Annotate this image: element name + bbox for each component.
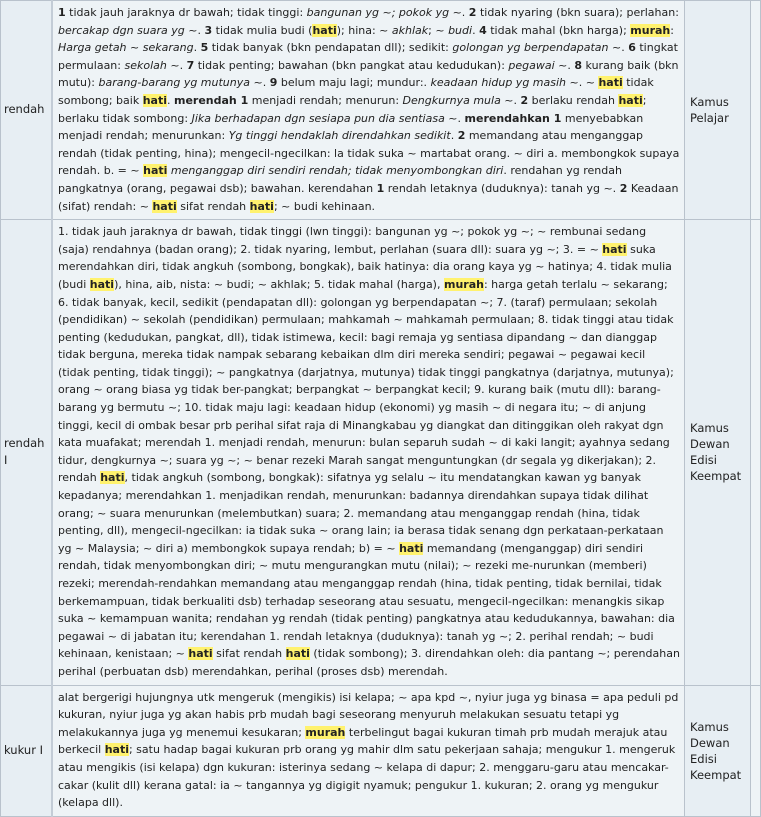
example-text: Jika berhadapan dgn sesiapa pun dia sentiasa ~ xyxy=(191,111,458,125)
highlighted-term: hati xyxy=(249,199,274,213)
definition-text: tidak banyak (bkn pendapatan dll); sedikit: xyxy=(208,41,453,55)
definition-text: rendah letaknya (duduknya): tanah yg ~. xyxy=(384,181,620,195)
table-edge xyxy=(751,220,761,685)
definition-text: alat bergerigi hujungnya utk mengeruk (mengikis) isi kelapa; ~ apa kpd ~, nyiur juga yg binasa = apa peduli pd kukuran, nyiur juga yg akan habis prb mudah bagi seseorang menyuruh melakukan sesuatu tetapi yg melakukannya juga yg menemui kesukaran; xyxy=(58,690,679,739)
highlighted-term: hati xyxy=(152,199,177,213)
example-text: bangunan yg ~; pokok yg ~ xyxy=(306,6,462,19)
definition-text: ); hina: ~ xyxy=(336,23,392,37)
example-text: Dengkurnya mula ~ xyxy=(402,93,514,107)
definition-text: tidak mulia budi ( xyxy=(212,23,313,37)
highlighted-term: hati xyxy=(89,277,115,291)
definition-text: . xyxy=(179,58,187,72)
definition-text: : harga getah terlalu ~ sekarang; 6. tidak banyak, kecil, sedikit (pendapatan dll): golongan yg berpendapatan ~; 7. (taraf) permulaan; sekolah (pendidikan) ~ sekolah (pendidikan) permulaan; mahkamah ~ mahkamah permulaan; 8. tidak tinggi atau tidak penting (kedudukan, pangkat, dll), tidak istimewa, kecil: bagi remaja yg sentiasa dipandang ~ dan dianggap tidak berguna, mereka tidak nampak sebarang kebaikan dlm diri mereka sendiri; pegawai ~ pegawai kecil (tidak penting, tidak tinggi); ~ pangkatnya (darjatnya, mutunya) tidak tinggi pangkatnya (darjatnya, mutunya); orang ~ orang biasa yg tidak ber-pangkat; berpangkat ~ berpangkat kecil; 9. kurang baik (mutu dll): barang-barang yg bermutu ~; 10. tidak maju lagi: keadaan hidup (ekonomi) yg masih ~ di negara itu; ~ di anjung tinggi, kecil di ombak besar prb perihal sifat raja di Minangkabau yg diangkat dan ditinggikan oleh rakyat dgn kata muafakat; merendah 1. menjadi rendah, menurun: bulan separuh sudah ~ di kaki langit; ayahnya sedang tidur, dengkurnya ~; suara yg ~; ~ benar rezeki Marah sangat menguntungkan (dr segala yg dikerjakan); 2. rendah xyxy=(58,277,674,485)
definition-text: . xyxy=(262,76,270,90)
entry-definition xyxy=(52,1,685,220)
entry-source[interactable]: Kamus Dewan Edisi Keempat xyxy=(685,685,751,816)
definition-text: tidak penting; bawahan (bkn pangkat atau kedudukan): xyxy=(194,58,509,72)
definition-text: ), hina, aib, nista: ~ budi; ~ akhlak; 5. tidak mahal (harga), xyxy=(114,277,444,291)
highlighted-term: hati xyxy=(602,242,627,256)
definition-text: . xyxy=(461,6,469,19)
definition-text: . rendahan yg rendah pangkatnya (orang, pegawai dsb); bawahan. kerendahan xyxy=(58,164,622,195)
definition-text: kurang baik (bkn mutu): xyxy=(58,58,679,90)
definition-text: . xyxy=(567,58,575,72)
definition-text: tidak sombong; baik xyxy=(58,76,654,107)
definition-text: sifat rendah xyxy=(212,647,286,661)
definition-text: ; ~ xyxy=(428,23,449,37)
highlighted-term: hati xyxy=(188,647,213,661)
sense-number: 8 xyxy=(574,58,583,72)
definition-text: tidak jauh jaraknya dr bawah; tidak tinggi: xyxy=(65,6,307,19)
definition-text: . xyxy=(197,23,205,37)
highlighted-term: hati xyxy=(285,647,310,661)
sense-number: 6 xyxy=(628,41,636,55)
definition-text: (tidak sombong); 3. direndahkan oleh: dia pantang ~; perendahan perihal (perbuatan dsb) merendahkan, perihal (proses dsb) merendah. xyxy=(58,647,680,678)
entry-definition xyxy=(52,220,685,685)
definition-text: tingkat permulaan: xyxy=(58,41,678,72)
entry-definition xyxy=(52,685,685,816)
entry-source[interactable]: Kamus Pelajar xyxy=(685,1,751,220)
sense-number: 1 xyxy=(58,6,66,19)
definition-text: ; berlaku tidak sombong: xyxy=(58,93,647,125)
sense-number: 3 xyxy=(204,23,213,37)
definition-text: belum maju lagi; mundur:. xyxy=(277,76,431,90)
highlighted-term: hati xyxy=(598,76,623,90)
table-edge xyxy=(751,1,761,220)
definition-text: tidak nyaring (bkn suara); perlahan: xyxy=(476,6,679,19)
definition-text: . xyxy=(167,93,174,107)
definition-text: . xyxy=(457,111,465,125)
definition-text: terbelingut bagai kukuran timah prb mudah merajuk atau berkecil xyxy=(58,725,668,757)
definition-text: : xyxy=(670,23,674,37)
definition-text: suka merendahkan diri, tidak angkuh (sombong, bongkak), baik hatinya: dia orang kaya yg ~ hatinya; 4. tidak mulia (budi xyxy=(58,242,672,291)
definition-text: menyebabkan menjadi rendah; menurunkan: xyxy=(58,111,644,143)
definition-text: . xyxy=(193,41,201,55)
definition-text: Keadaan (sifat) rendah: ~ xyxy=(58,181,679,213)
entry-row-rendah-i xyxy=(1,220,761,685)
definition-text: berlaku rendah xyxy=(528,93,619,107)
example-text: barang-barang yg mutunya ~ xyxy=(98,76,263,90)
example-text: keadaan hidup yg masih ~ xyxy=(430,76,579,90)
example-text: akhlak xyxy=(391,23,429,37)
definition-text: . xyxy=(513,93,521,107)
definition-text: . xyxy=(472,23,480,37)
example-text: Yg tinggi hendaklah direndahkan sedikit xyxy=(228,129,451,143)
highlighted-term: hati xyxy=(618,93,643,107)
definition-text: menjadi rendah; menurun: xyxy=(248,93,403,107)
sense-number: 5 xyxy=(200,41,209,55)
highlighted-term: murah xyxy=(443,277,484,291)
entry-row-kukur-i xyxy=(1,685,761,816)
example-text: budi xyxy=(448,23,473,37)
entry-source[interactable]: Kamus Dewan Edisi Keempat xyxy=(685,220,751,685)
sense-number: 9 xyxy=(269,76,278,90)
highlighted-term: hati xyxy=(100,471,125,485)
highlighted-term: murah xyxy=(630,23,671,37)
sense-number: 2 xyxy=(619,181,628,195)
highlighted-term: hati xyxy=(399,541,424,555)
entry-word[interactable]: kukur I xyxy=(1,685,53,816)
sense-number: 4 xyxy=(479,23,487,37)
definition-text: . xyxy=(621,41,629,55)
sense-number: 1 xyxy=(376,181,385,195)
sense-number: 2 xyxy=(520,93,529,107)
sense-number: 7 xyxy=(186,58,195,72)
entry-row-rendah xyxy=(1,1,761,220)
definition-text: 1. tidak jauh jaraknya dr bawah, tidak tinggi (lwn tinggi): bangunan yg ~; pokok yg ~; ~ rembunai sedang (saja) rendahnya (badan orang); 2. tidak nyaring, lembut, perlahan (suara dll): suara yg ~; 3. = ~ xyxy=(58,225,647,256)
sense-number: 2 xyxy=(468,6,477,19)
example-text: pegawai ~ xyxy=(508,58,568,72)
sense-number: merendahkan 1 xyxy=(464,111,562,125)
definition-text: tidak mahal (bkn harga); xyxy=(486,23,631,37)
entry-word[interactable]: rendah xyxy=(1,1,53,220)
example-text: menganggap diri sendiri rendah; tidak menyombongkan diri xyxy=(167,164,504,178)
entry-word[interactable]: rendah I xyxy=(1,220,53,685)
table-edge xyxy=(751,685,761,816)
definition-text: ; satu hadap bagai kukuran prb orang yg mahir dlm satu pekerjaan sahaja; mengukur 1. mengeruk atau mengikis (isi kelapa) dgn kukuran: isterinya sedang ~ kelapa di dapur; 2. menggaru-garu atau mencakar-cakar (kulit dll) kerana gatal: ia ~ tangannya yg digigit nyamuk; pengukur 1. kukuran; 2. orang yg mengukur (kelapa dll). xyxy=(58,743,676,810)
definition-text: sifat rendah xyxy=(176,199,250,213)
example-text: bercakap dgn suara yg ~ xyxy=(58,23,198,37)
definition-text: memandang (menganggap) diri sendiri rendah, tidak menyombongkan diri; ~ mutu mengurangkan mutu (nilai); ~ rezeki me-nurunkan (memberi) rezeki; merendah-rendahkan memandang atau menganggap rendah (hina, tidak penting, tidak bernilai, tidak berkemampuan, tidak berkualiti dsb) terhadap seseorang atau sesuatu, mengecil-ngecilkan: menangkis sikap suka ~ kemampuan wanita; rendahan yg rendah (tidak penting) pangkatnya atau kedudukannya, bawahan: dia pegawai ~ di jabatan itu; kerendahan 1. rendah letaknya (duduknya): tanah yg ~; 2. perihal rendah; ~ budi kehinaan, kenistaan; ~ xyxy=(58,541,675,661)
sense-number: merendah 1 xyxy=(174,93,249,107)
definition-text: . xyxy=(450,129,458,143)
highlighted-term: hati xyxy=(104,743,129,757)
definition-text: , tidak angkuh (sombong, bongkak): sifatnya yg selalu ~ itu mendatangkan kawan yg banyak kepadanya; merendahkan 1. menjadikan rendah, menurunkan: badannya direndahkan supaya tidak dilihat orang; ~ suara menurunkan (melembutkan) suara; 2. memandang atau menganggap rendah (hina, tidak penting, dll), mengecil-ngecilkan: ia tidak suka ~ orang lain; ia berasa tidak senang dgn perkataan-perkataan yg ~ Malaysia; ~ diri a) membongkok supaya rendah; b) = ~ xyxy=(58,471,664,555)
sense-number: 2 xyxy=(457,129,466,143)
highlighted-term: murah xyxy=(305,725,346,739)
definition-text: . ~ xyxy=(578,76,599,90)
example-text: Harga getah ~ sekarang xyxy=(58,41,194,55)
highlighted-term: hati xyxy=(142,93,167,107)
example-text: golongan yg berpendapatan ~ xyxy=(452,41,622,55)
definition-text: memandang atau menganggap rendah (tidak penting, hina); mengecil-ngecilkan: la tidak suka ~ martabat orang. ~ diri a. membongkok supaya rendah. b. = ~ xyxy=(58,129,680,178)
highlighted-term: hati xyxy=(312,23,337,37)
highlighted-term: hati xyxy=(143,164,168,178)
example-text: sekolah ~ xyxy=(124,58,180,72)
definition-text: ; ~ budi kehinaan. xyxy=(273,199,376,213)
